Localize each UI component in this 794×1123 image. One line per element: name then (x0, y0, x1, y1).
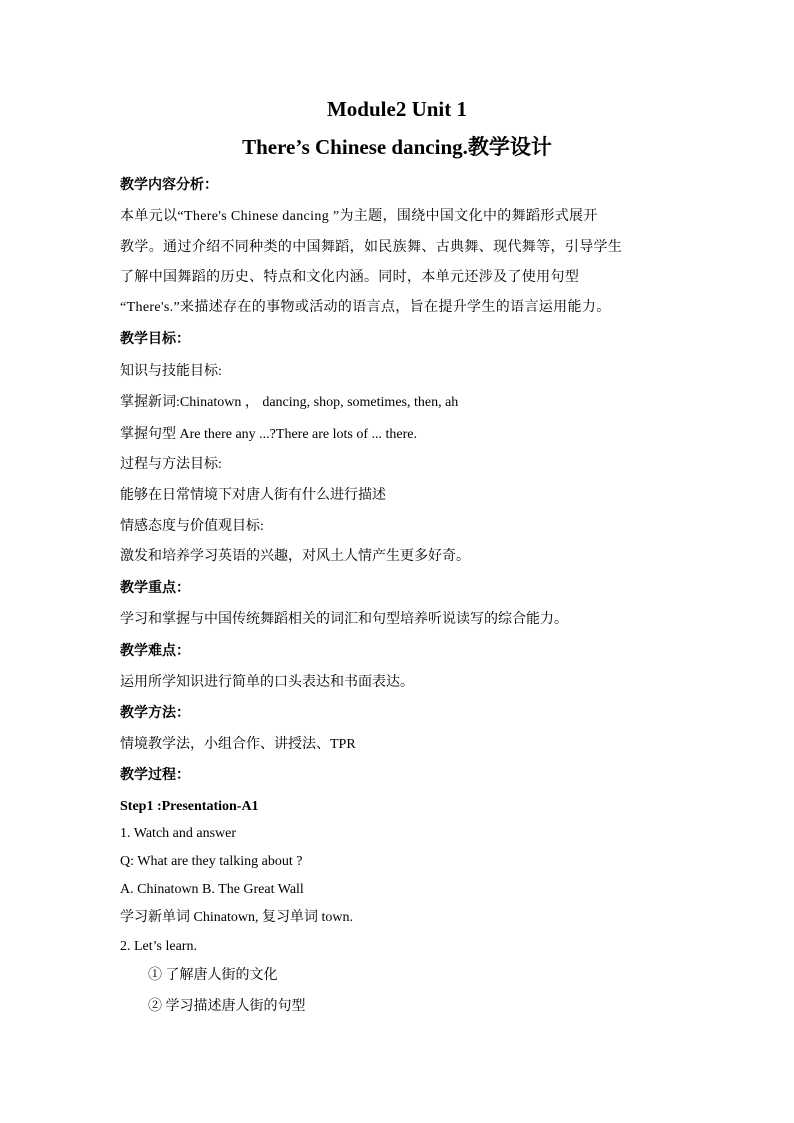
objectives-line-6: 情感态度与价值观目标: (120, 519, 264, 534)
heading-difficulties: 教学难点： (120, 644, 190, 659)
heading-content-analysis: 教学内容分析： (120, 178, 218, 193)
document-title-lesson: There’s Chinese dancing.教学设计 (242, 135, 552, 159)
content-analysis-line-2: 教学。通过介绍不同种类的中国舞蹈，如民族舞、古典舞、现代舞等，引导学生 (120, 240, 623, 255)
process-line-6: ① 了解唐人街的文化 (148, 968, 278, 983)
objectives-line-1: 知识与技能目标: (120, 364, 222, 379)
content-analysis-line-1: 本单元以“There's Chinese dancing ”为主题，围绕中国文化中的舞蹈形式展开 (120, 209, 598, 224)
document-title-module: Module2 Unit 1 (326, 97, 467, 121)
objectives-line-4: 过程与方法目标: (120, 457, 222, 472)
difficulties-line-1: 运用所学知识进行简单的口头表达和书面表达。 (120, 675, 414, 690)
objectives-line-2: 掌握新词:Chinatown ， dancing, shop, sometimes, then, ah (120, 395, 459, 410)
process-line-4: 学习新单词 Chinatown, 复习单词 town. (120, 910, 353, 925)
key-points-line-1: 学习和掌握与中国传统舞蹈相关的词汇和句型培养听说读写的综合能力。 (120, 612, 568, 627)
process-step1-heading: Step1 :Presentation-A1 (120, 799, 259, 814)
heading-objectives: 教学目标： (120, 332, 190, 347)
heading-key-points: 教学重点： (120, 581, 190, 596)
content-analysis-line-3: 了解中国舞蹈的历史、特点和文化内涵。同时，本单元还涉及了使用句型 (120, 270, 580, 285)
process-line-5: 2. Let’s learn. (120, 939, 197, 954)
objectives-line-3: 掌握句型 Are there any ...?There are lots of ... there. (120, 427, 417, 442)
process-line-7: ② 学习描述唐人街的句型 (148, 999, 306, 1014)
objectives-line-7: 激发和培养学习英语的兴趣，对风土人情产生更多好奇。 (120, 549, 470, 564)
objectives-line-5: 能够在日常情境下对唐人街有什么进行描述 (120, 488, 386, 503)
heading-process: 教学过程： (120, 768, 190, 783)
process-line-2: Q: What are they talking about ? (120, 854, 303, 869)
methods-line-1: 情境教学法，小组合作、讲授法、TPR (120, 737, 356, 752)
process-line-1: 1. Watch and answer (120, 826, 237, 841)
content-analysis-line-4: “There's.”来描述存在的事物或活动的语言点，旨在提升学生的语言运用能力。 (120, 300, 611, 315)
heading-methods: 教学方法： (120, 706, 190, 721)
process-line-3: A. Chinatown B. The Great Wall (120, 882, 304, 897)
